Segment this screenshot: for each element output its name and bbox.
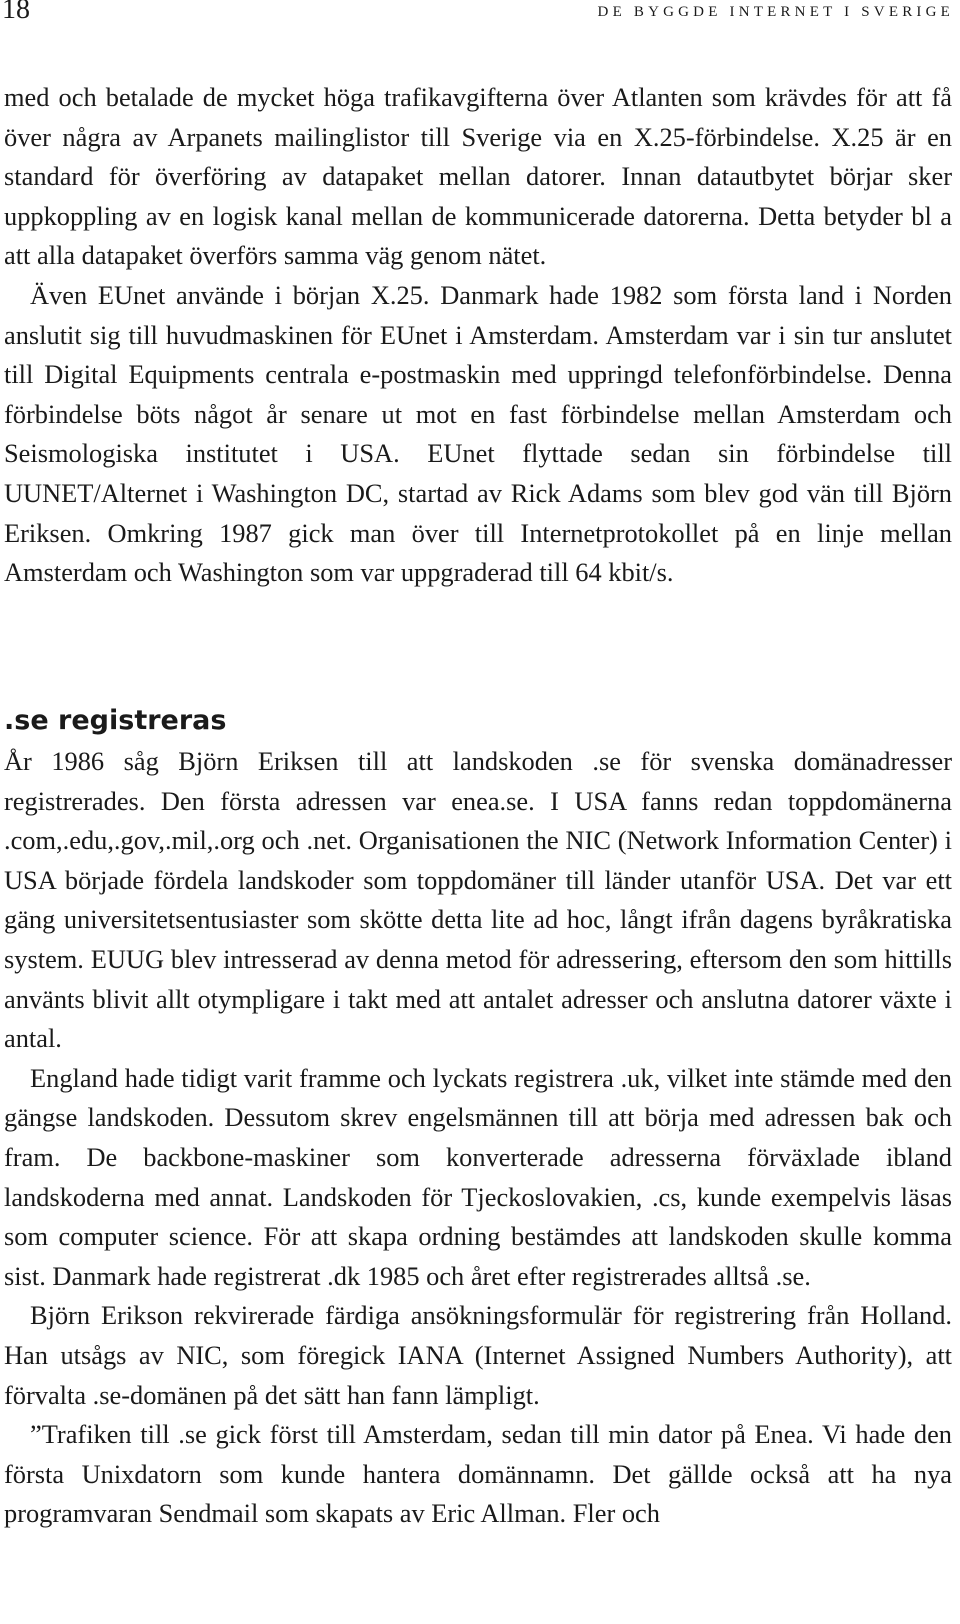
paragraph: England hade tidigt varit framme och lyckats registrera .uk, vilket inte stämde med den gängse landskoden. Dessutom skrev engelsmännen till att börja med adressen bak och fram. De backbone-maskiner som konverterade adresserna förväxlade ibland landskoderna med annat. Landskoden för Tjeckoslovakien, .cs, kunde exempelvis läsas som computer science. För att skapa ordning bestämdes att landskoden skulle komma sist. Danmark hade registrerat .dk 1985 och året efter registrerades alltså .se. [4, 1062, 952, 1291]
intro-text [4, 78, 952, 593]
running-head: DE BYGGDE INTERNET I SVERIGE [597, 4, 954, 20]
paragraph: Även EUnet använde i början X.25. Danmark hade 1982 som första land i Norden anslutit sig till huvudmaskinen för EUnet i Amsterdam. Amsterdam var i sin tur anslutet till Digital Equipments centrala e-postmaskin med uppringd telefonförbindelse. Denna förbindelse böts något år senare ut mot en fast förbindelse mellan Amsterdam och Seismologiska institutet i USA. EUnet flyttade sedan sin förbindelse till UUNET/Alternet i Washington DC, startad av Rick Adams som blev god vän till Björn Eriksen. Omkring 1987 gick man över till Internetprotokollet på en linje mellan Amsterdam och Washington som var uppgraderad till 64 kbit/s. [4, 279, 952, 588]
paragraph: Björn Erikson rekvirerade färdiga ansökningsformulär för registrering från Holland. Han utsågs av NIC, som föregick IANA (Internet Assigned Numbers Authority), att förvalta .se-domänen på det sätt han fann lämpligt. [4, 1300, 952, 1410]
paragraph: med och betalade de mycket höga trafikavgifterna över Atlanten som krävdes för att få över några av Arpanets mailinglistor till Sverige via en X.25-förbindelse. X.25 är en standard för överföring av datapaket mellan datorer. Innan datautbytet börjar sker uppkoppling av en logisk kanal mellan de kommunicerade datorerna. Detta betyder bl a att alla datapaket överförs samma väg genom nätet. [4, 82, 952, 271]
page-number: 18 [2, 0, 30, 25]
paragraph: År 1986 såg Björn Eriksen till att landskoden .se för svenska domänadresser registrerades. Den första adressen var enea.se. I USA fanns redan toppdomänerna .com,.edu,.gov,.mil,.org och .net. Organisationen the NIC (Network Information Center) i USA började fördela landskoder som toppdomäner till länder utanför USA. Det var ett gäng universitetsentusiaster som skötte detta lite ad hoc, långt ifrån dagens byråkratiska system. EUUG blev intresserad av denna metod för adressering, eftersom den som hittills använts blivit allt otympligare i takt med att antalet adresser och anslutna datorer växte i antal. [4, 746, 952, 1054]
section-text [4, 742, 952, 1534]
section-heading: .se registreras [4, 705, 227, 736]
paragraph: ”Trafiken till .se gick först till Amsterdam, sedan till min dator på Enea. Vi hade den första Unixdatorn som kunde hantera domännamn. Det gällde också att ha nya programvaran Sendmail som skapats av Eric Allman. Fler och [4, 1419, 952, 1529]
